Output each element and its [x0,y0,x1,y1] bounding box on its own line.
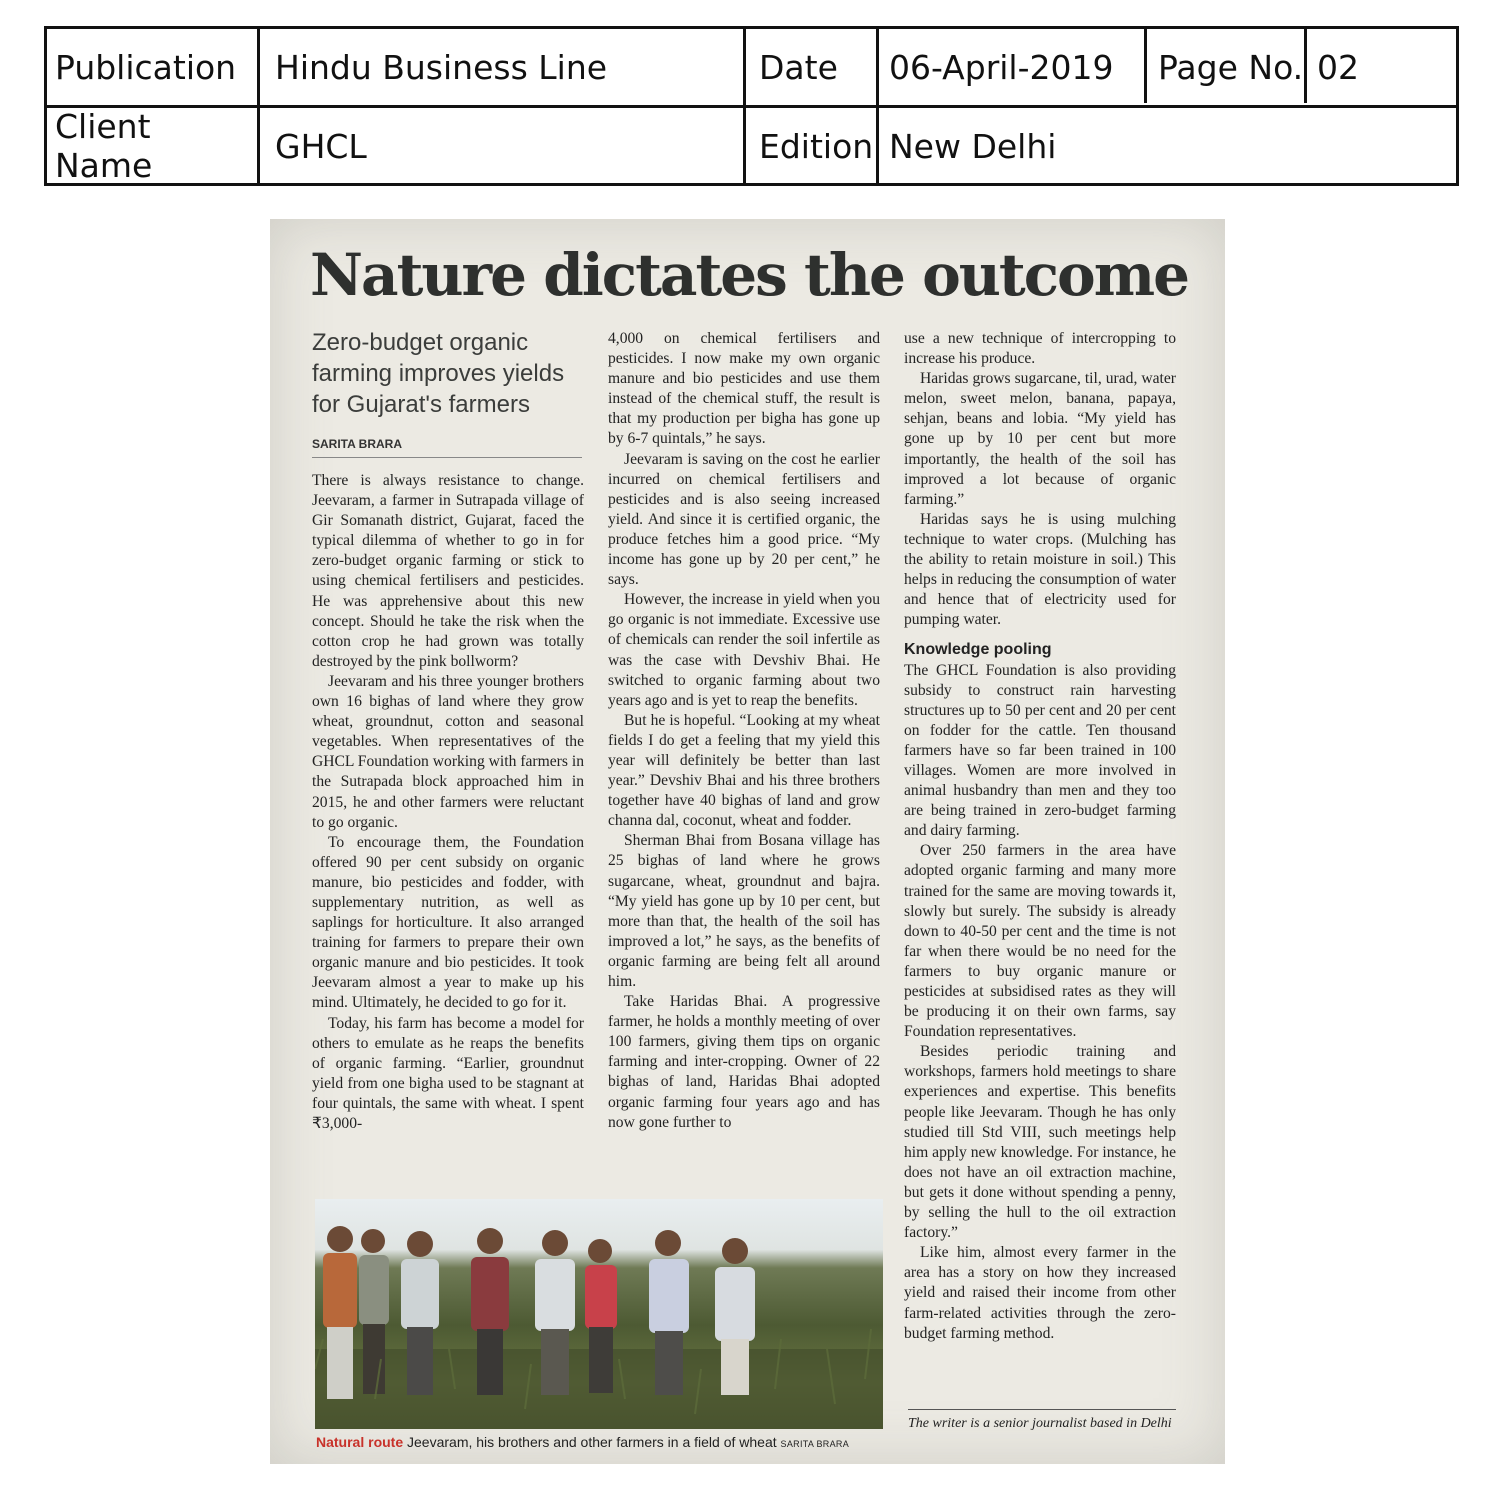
paragraph: Besides periodic training and workshops, farmers hold meetings to share experiences and expertise. This benefits people like Jeevaram. Though he has only studied till Std VIII, such meetings help him apply new knowledge. For instance, he does not have an oil extraction machine, but gets it done without spending a penny, by selling the hull to the oil extraction factory.” [904,1043,1176,1242]
paragraph: But he is hopeful. “Looking at my wheat fields I do get a feeling that my yield this year will definitely be better than last year.” Devshiv Bhai and his three brothers together have 40 bighas of land and grow channa dal, coconut, wheat and fodder. [608,711,880,830]
farmers-photo [315,1199,883,1429]
paragraph: There is always resistance to change. Jeevaram, a farmer in Sutrapada village of Gir Somanath district, Gujarat, faced the typical dilemma of whether to go in for zero-budget organic farming or stick to using chemical fertilisers and pesticides. He was apprehensive about this new concept. Should he take the risk when the cotton crop he had grown was totally destroyed by the pink bollworm? [312,472,584,670]
writer-note: The writer is a senior journalist based in Delhi [908,1409,1176,1434]
paragraph: To encourage them, the Foundation offered 90 per cent subsidy on organic manure, bio pesticides and fodder, with supplementary nutrition, as well as saplings for horticulture. It also arranged training for farmers to prepare their own organic manure and bio pesticides. It took Jeevaram almost a year to make up his mind. Ultimately, he decided to go for it. [312,833,584,1012]
paragraph: Sherman Bhai from Bosana village has 25 bighas of land where he grows sugarcane, wheat, groundnut and bajra. “My yield has gone up by 10 per cent, but more than that, the health of the soil has improved a lot,” he says, as the benefits of organic farming are being felt all around him. [608,832,880,990]
client-name-value: GHCL [275,126,367,166]
photo-caption [316,1434,896,1450]
page-number-label: Page No. [1158,47,1304,87]
paragraph: However, the increase in yield when you go organic is not immediate. Excessive use of chemicals can render the soil infertile as was the case with Devshiv Bhai. He switched to organic farming about two years ago and is yet to reap the benefits. [608,591,880,709]
article-column-1 [312,471,584,1191]
date-label: Date [759,47,838,87]
paragraph: Jeevaram is saving on the cost he earlier incurred on chemical fertilisers and pesticides and is also seeing increased yield. And since it is certified organic, the produce fetches him a good price. “My income has gone up by 20 per cent,” he says. [608,450,880,589]
publication-value: Hindu Business Line [275,47,608,87]
paragraph: Haridas says he is using mulching technique to water crops. (Mulching has the ability to retain moisture in soil.) This helps in reducing the consumption of water and hence that of electricity used for pumping water. [904,510,1176,629]
farmers-photo-drawing [315,1199,883,1429]
clipping-info-table [44,26,1459,186]
paragraph: Haridas grows sugarcane, til, urad, water melon, sweet melon, banana, papaya, sehjan, beans and lobia. “My yield has gone up by 10 per cent but more importantly, the health of the soil has improved a lot because of organic farming.” [904,370,1176,508]
article-byline: SARITA BRARA [312,437,582,458]
article-headline: Nature dictates the outcome [310,241,1188,309]
publication-label: Publication [55,47,237,87]
paragraph: Over 250 farmers in the area have adopted organic farming and many more trained for the same are moving towards it, slowly but surely. The subsidy is already down to 40-50 per cent and the time is not far when there would be no need for the farmers to buy organic manure or pesticides at subsidised rates as they will be producing it on their own farms, say Foundation representatives. [904,842,1176,1041]
client-name-label: Client Name [55,107,153,185]
edition-value: New Delhi [889,126,1057,166]
table-column-divider [876,29,879,183]
paragraph: 4,000 on chemical fertilisers and pesticides. I now make my own organic manure and bio pesticides and use them instead of the chemical stuff, the result is that my production per bigha has gone up by 6-7 quintals,” he says. [608,330,880,448]
table-column-divider [1304,29,1307,103]
section-subhead: Knowledge pooling [904,641,1052,659]
page-number-value: 02 [1317,47,1359,87]
photo-credit: SARITA BRARA [780,1439,849,1449]
edition-label: Edition [759,126,874,166]
table-column-divider [257,29,260,183]
paragraph: Like him, almost every farmer in the area has a story on how they increased yield and raised their income from other farm-related activities through the zero-budget farming method. [904,1244,1176,1342]
paragraph: use a new technique of intercropping to increase his produce. [904,330,1176,368]
paragraph: The GHCL Foundation is also providing subsidy to construct rain harvesting structures up to 50 per cent and 20 per cent on fodder for the cattle. Ten thousand farmers have so far been trained in 100 villages. Women are more involved in animal husbandry than men and they too are being trained in zero-budget farming and dairy farming. [904,661,1176,840]
table-column-divider [743,29,746,183]
table-column-divider [1144,29,1147,103]
paragraph: Today, his farm has become a model for others to emulate as he reaps the benefits of organic farming. “Earlier, groundnut yield from one bigha used to be stagnant at four quintals, the same with wheat. I spent ₹3,000- [312,1014,584,1132]
caption-kicker: Natural route [316,1434,404,1450]
paragraph: Take Haridas Bhai. A progressive farmer, he holds a monthly meeting of over 100 farmers, giving them tips on organic farming and inter-cropping. Owner of 22 bighas of land, Haridas Bhai adopted organic farming four years ago and has now gone further to [608,993,880,1131]
article-subheadline: Zero-budget organic farming improves yields for Gujarat's farmers [312,329,565,418]
article-column-2 [608,329,880,1191]
caption-text: Jeevaram, his brothers and other farmers in a field of wheat [407,1434,777,1450]
paragraph: Jeevaram and his three younger brothers own 16 bighas of land where they grow wheat, groundnut, cotton and seasonal vegetables. When representatives of the GHCL Foundation working with farmers in the Sutrapada block approached him in 2015, he and other farmers were reluctant to go organic. [312,672,584,831]
newspaper-clipping [270,219,1225,1464]
article-column-3 [904,329,1176,1414]
date-value: 06-April-2019 [889,47,1114,87]
